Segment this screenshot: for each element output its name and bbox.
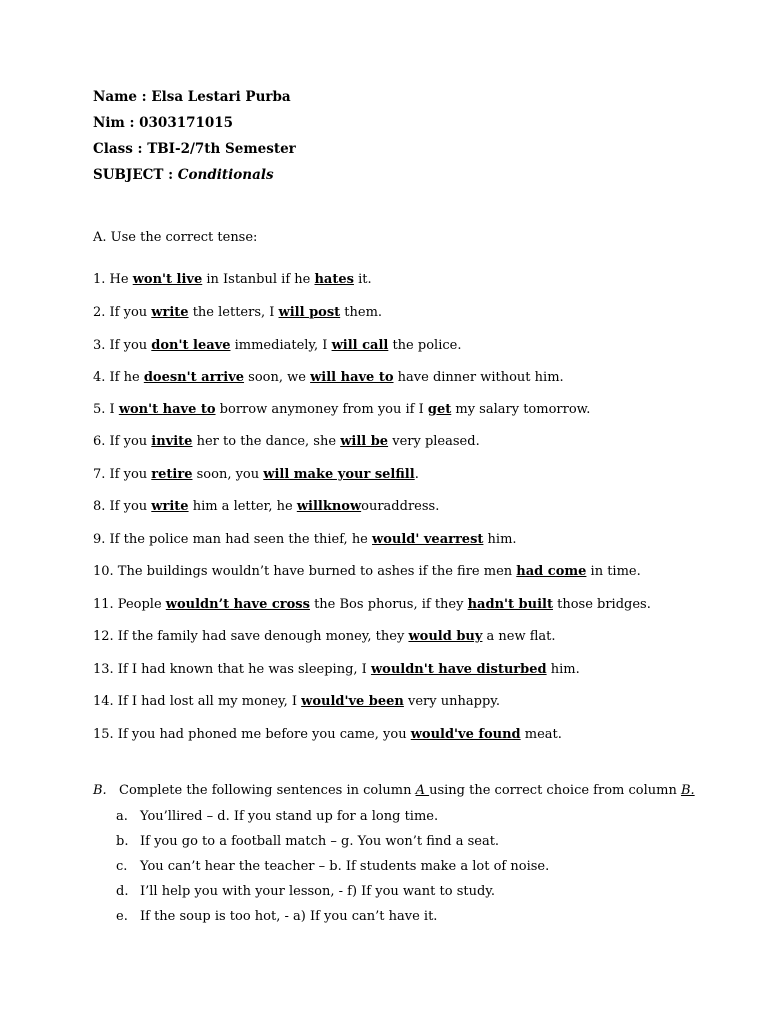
- list-marker: b.: [116, 834, 129, 849]
- list-item: 11. People wouldn’t have cross the Bos phorus, if they hadn't built those bridges.: [93, 597, 651, 612]
- list-marker: e.: [116, 909, 128, 924]
- answer: had come: [516, 564, 587, 579]
- list-item: 15. If you had phoned me before you came, you would've found meat.: [93, 727, 562, 742]
- list-item: c. You can’t hear the teacher – b. If students make a lot of noise.: [116, 859, 550, 874]
- answer: won't live: [132, 272, 203, 287]
- answer: will make your selfill: [263, 467, 415, 482]
- student-class: Class : TBI-2/7th Semester: [93, 141, 296, 157]
- list-marker: a.: [116, 809, 128, 824]
- answer: won't have to: [118, 402, 216, 417]
- section-a-title: A. Use the correct tense:: [93, 230, 258, 245]
- subject-value: Conditionals: [177, 167, 274, 183]
- answer: doesn't arrive: [143, 370, 245, 385]
- list-item: 13. If I had known that he was sleeping, I wouldn't have disturbed him.: [93, 662, 580, 677]
- list-item: 1. He won't live in Istanbul if he hates it.: [93, 272, 372, 287]
- list-item: 2. If you write the letters, I will post them.: [93, 305, 383, 320]
- answer: will call: [331, 338, 389, 353]
- student-nim: Nim : 0303171015: [93, 115, 234, 131]
- answer: would've been: [301, 694, 404, 709]
- list-item: 12. If the family had save denough money, they would buy a new flat.: [93, 629, 556, 644]
- column-b-label: B.: [680, 783, 695, 798]
- list-item: 3. If you don't leave immediately, I will call the police.: [93, 338, 462, 353]
- answer: invite: [151, 434, 193, 449]
- list-item: e. If the soup is too hot, - a) If you can’t have it.: [116, 909, 438, 924]
- list-marker: c.: [116, 859, 128, 874]
- answer: hadn't built: [467, 597, 553, 612]
- answer: wouldn’t have cross: [165, 597, 310, 612]
- list-item: 7. If you retire soon, you will make your selfill.: [93, 467, 419, 482]
- list-marker: d.: [116, 884, 129, 899]
- answer: hates: [314, 272, 354, 287]
- answer: willknow: [296, 499, 362, 514]
- list-item: 9. If the police man had seen the thief, he would' vearrest him.: [93, 532, 517, 547]
- section-b-letter: B.: [93, 783, 107, 798]
- answer: write: [151, 305, 189, 320]
- answer: will have to: [310, 370, 394, 385]
- list-item: 14. If I had lost all my money, I would've been very unhappy.: [93, 694, 501, 709]
- list-item: 5. I won't have to borrow anymoney from you if I get my salary tomorrow.: [93, 402, 591, 417]
- answer: don't leave: [151, 338, 231, 353]
- list-item: d. I’ll help you with your lesson, - f) If you want to study.: [116, 884, 496, 899]
- student-name: Name : Elsa Lestari Purba: [93, 89, 291, 105]
- answer: will post: [278, 305, 341, 320]
- answer: write: [151, 499, 189, 514]
- answer: would've found: [410, 727, 521, 742]
- list-item: 4. If he doesn't arrive soon, we will have to have dinner without him.: [93, 370, 564, 385]
- list-item: 8. If you write him a letter, he willknowouraddress.: [93, 499, 440, 514]
- answer: would buy: [408, 629, 483, 644]
- list-item: 6. If you invite her to the dance, she will be very pleased.: [93, 434, 480, 449]
- list-item: a. You’llired – d. If you stand up for a long time.: [116, 809, 439, 824]
- answer: will be: [340, 434, 389, 449]
- section-b-title: B. Complete the following sentences in column A using the correct choice from column B.: [93, 783, 695, 798]
- subject-label: SUBJECT :: [93, 167, 174, 183]
- answer: wouldn't have disturbed: [370, 662, 547, 677]
- list-item: b. If you go to a football match – g. You won’t find a seat.: [116, 834, 500, 849]
- subject-line: [93, 167, 274, 183]
- answer: would' vearrest: [372, 532, 484, 547]
- answer: get: [427, 402, 452, 417]
- answer: retire: [151, 467, 193, 482]
- column-a-label: A: [415, 783, 430, 798]
- list-item: 10. The buildings wouldn’t have burned to ashes if the fire men had come in time.: [93, 564, 641, 579]
